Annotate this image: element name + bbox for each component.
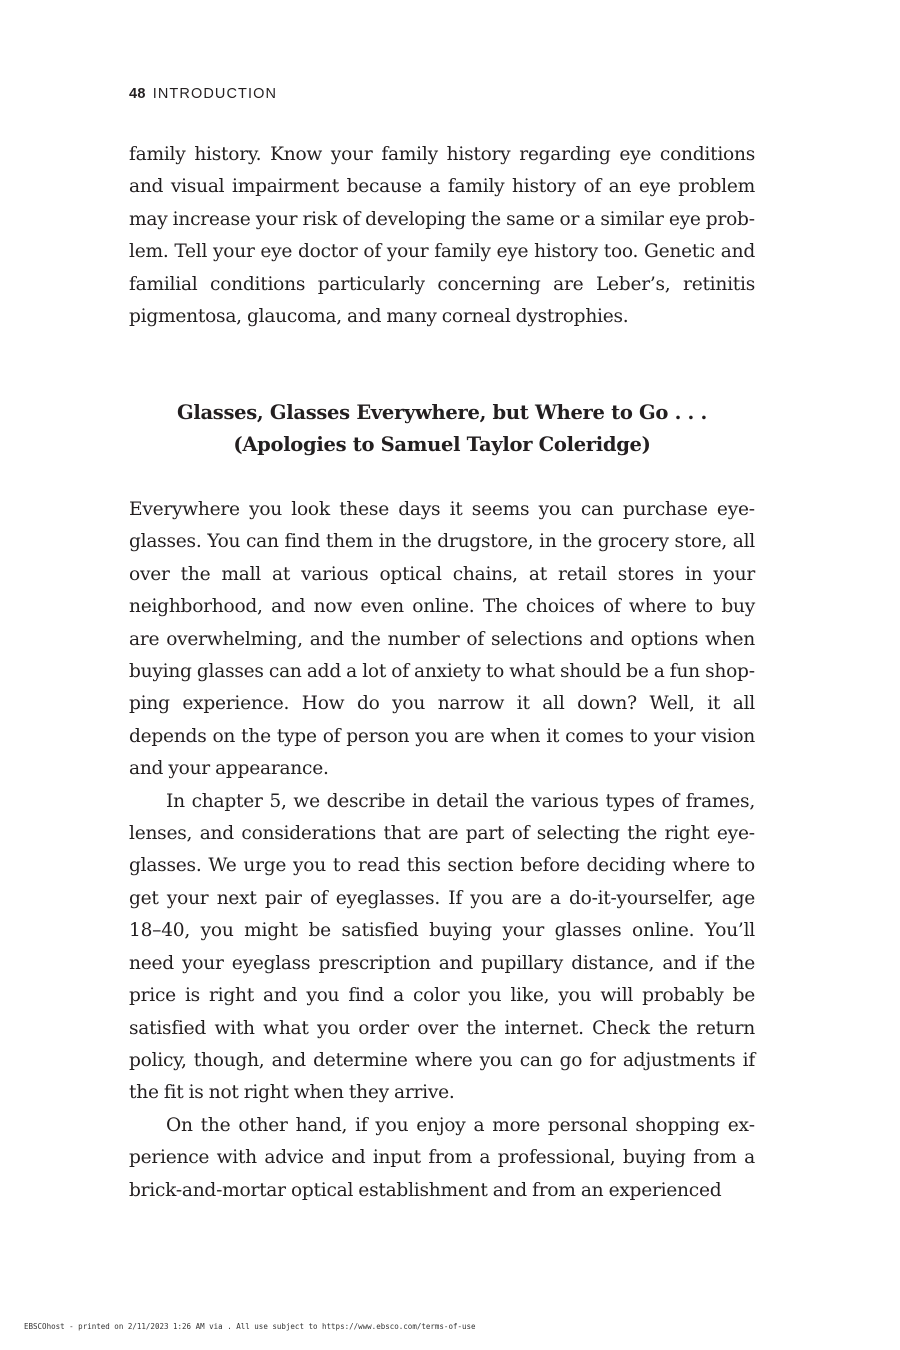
- paragraph-other-hand: On the other hand, if you enjoy a more personal shopping experience with advice and input from a professional, buying from a brick-and-mortar optical establishment and from an experienced: [129, 1114, 755, 1201]
- body-text-main: [129, 494, 755, 1207]
- section-heading-line-1: Glasses, Glasses Everywhere, but Where to Go . . .: [176, 401, 708, 424]
- paragraph-chapter-5: In chapter 5, we describe in detail the various types of frames, lenses, and considerations that are part of selecting the right eyeglasses. We urge you to read this section before deciding where to get your next pair of eyeglasses. If you are a do-it-yourselfer, age 18–40, you might be satisfied buying your glasses online. You’ll need your eyeglass prescription and pupillary distance, and if the price is right and you find a color you like, you will probably be satisfied with what you order over the internet. Check the return policy, though, and determine where you can go for adjustments if the fit is not right when they arrive.: [129, 790, 755, 1104]
- body-text-top: [129, 139, 755, 333]
- page-number: 48: [129, 86, 146, 102]
- paragraph-everywhere: Everywhere you look these days it seems you can purchase eyeglasses. You can find them in the drugstore, in the grocery store, all over the mall at various optical chains, at retail stores in your neighborhood, and now even online. The choices of where to buy are overwhelming, and the number of selections and options when buying glasses can add a lot of anxiety to what should be a fun shopping experience. How do you narrow it all down? Well, it all depends on the type of person you are when it comes to your vision and your appearance.: [129, 499, 755, 780]
- paragraph-family-history: family history. Know your family history regarding eye conditions and visual impairment because a family history of an eye problem may increase your risk of developing the same or a similar eye problem. Tell your eye doctor of your family eye history too. Genetic and familial conditions particularly concerning are Leber’s, retinitis pigmentosa, glaucoma, and many corneal dystrophies.: [129, 144, 755, 328]
- running-head-section: INTRODUCTION: [152, 86, 278, 102]
- section-heading-line-2: (Apologies to Samuel Taylor Coleridge): [233, 433, 651, 456]
- section-heading: [129, 397, 755, 461]
- print-footer: EBSCOhost - printed on 2/11/2023 1:26 AM via . All use subject to https://www.ebsco.com/terms-of-use: [24, 1322, 476, 1331]
- running-head: [129, 85, 277, 103]
